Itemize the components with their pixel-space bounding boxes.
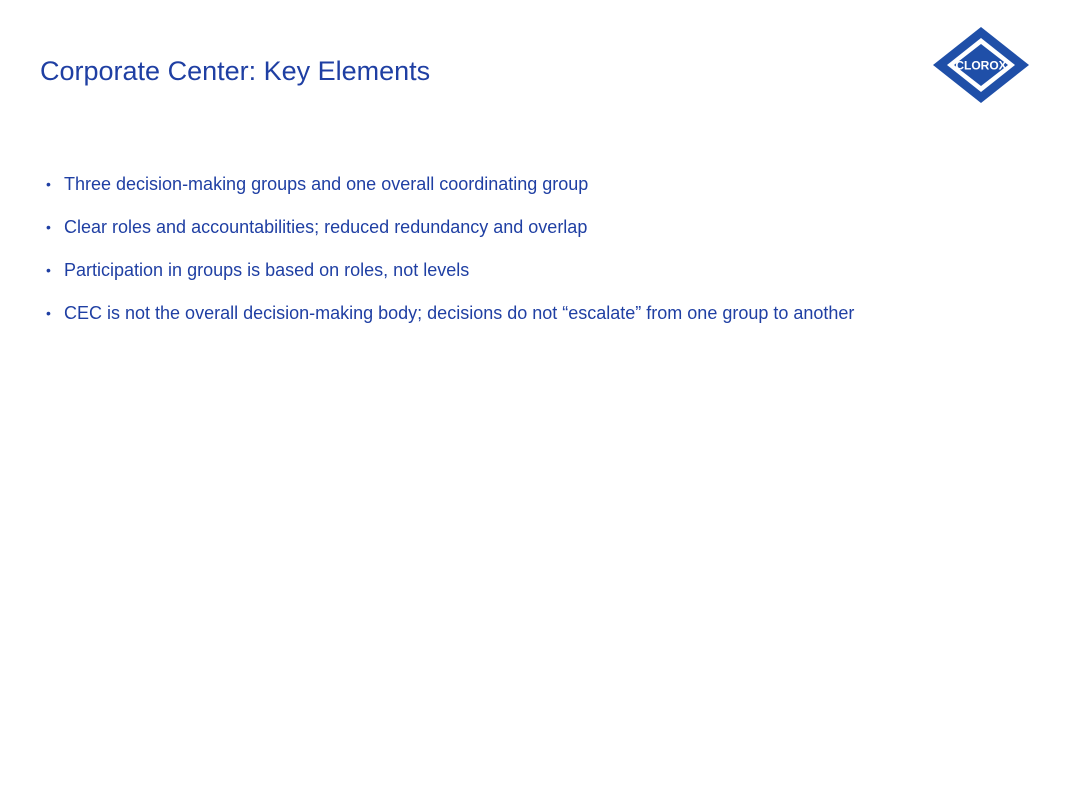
bullet-item [46,215,1030,239]
bullet-item [46,172,1030,196]
bullet-icon: • [46,262,51,278]
logo-text: CLOROX [955,58,1007,73]
bullet-text: Clear roles and accountabilities; reduced redundancy and overlap [64,217,588,237]
bullet-item [46,301,1030,325]
clorox-diamond-logo-icon [930,25,1032,105]
bullet-list [46,172,1030,344]
bullet-icon: • [46,176,51,192]
bullet-text: CEC is not the overall decision-making body; decisions do not “escalate” from one group to another [64,303,855,323]
slide-title: Corporate Center: Key Elements [40,56,431,86]
bullet-text: Three decision-making groups and one overall coordinating group [64,174,589,194]
bullet-icon: • [46,219,51,235]
bullet-item [46,258,1030,282]
bullet-text: Participation in groups is based on roles, not levels [64,260,470,280]
bullet-icon: • [46,305,51,321]
clorox-logo [930,25,1032,105]
